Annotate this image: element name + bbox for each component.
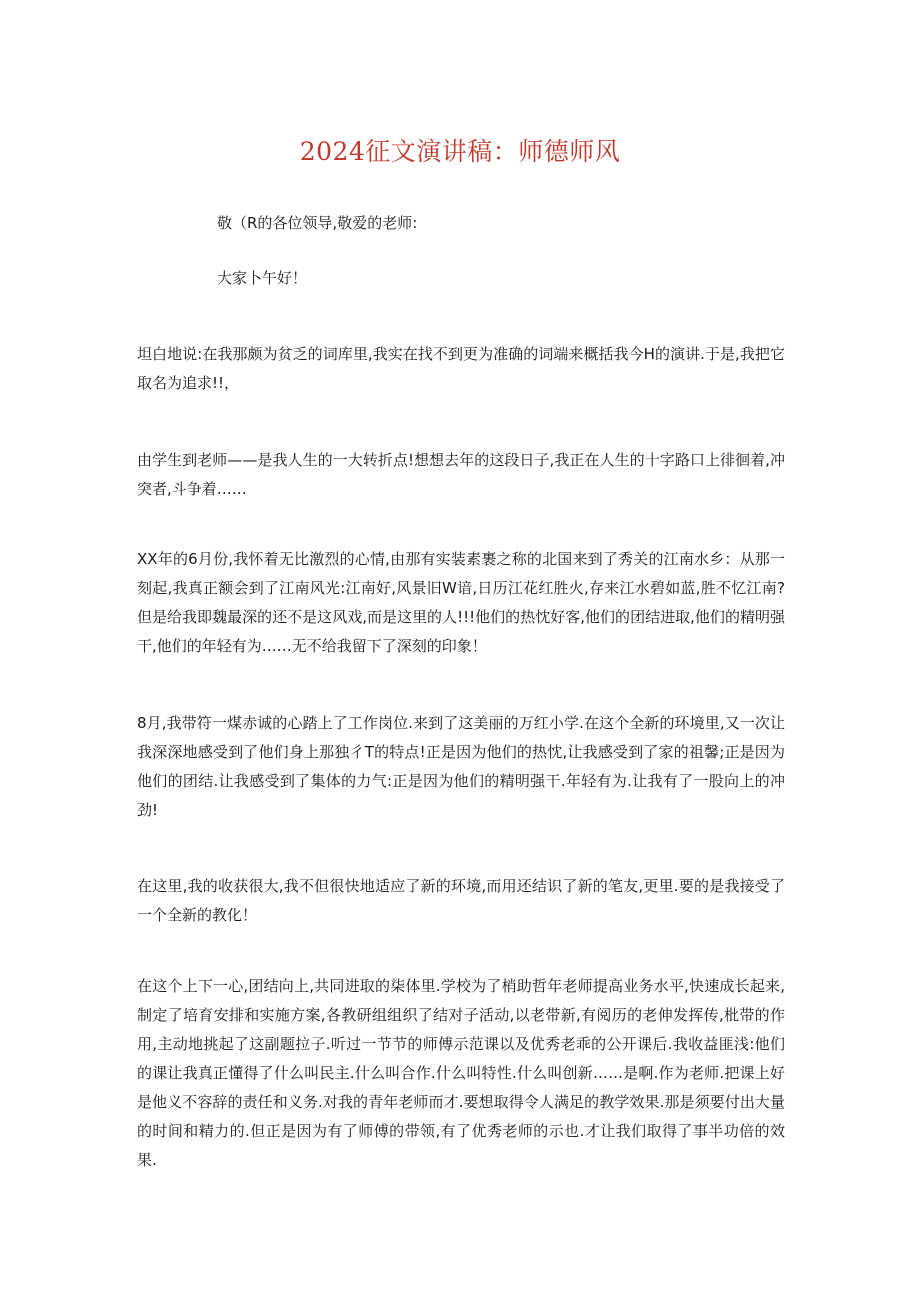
paragraph-6: 在这个上下一心,团结向上,共同进取的柒体里.学校为了梢助哲年老师提高业务水平,快速成长起来,制定了培育安排和实施方案,各教研组组织了结对子活动,以老带新,有阅历的老伸发挥传,枇带的作用,主动地挑起了这副题拉子.听过一节节的师傅示范课以及优秀老乖的公开课后.我收益匪浅:他们的课让我真正懂得了什么叫民主.什么叫合作.什么叫特性.什么叫创新……是啊.作为老师.把课上好是他义不容辞的责任和义务.对我的青年老师而才.要想取得令人满足的教学效果.那是须要付出大量的时间和精力的.但正是因为有了师傅的带领,有了优秀老师的示也.才让我们取得了事半功倍的效果.: [137, 977, 785, 1169]
document-title: 2024征文演讲稿：师德师风: [299, 137, 621, 166]
paragraph-4: 8月,我带符一煤赤诚的心踏上了工作岗位.来到了这美丽的万红小学.在这个全新的环境里,又一次让我深深地感受到了他们身上那独彳T的特点!正是因为他们的热忱,让我感受到了家的祖馨;正是因为他们的团结.让我感受到了集体的力气:正是因为他们的精明强干.年轻有为.让我有了一股向上的冲劲!: [137, 714, 785, 819]
salutation: 敬（R的各位领导,敬爱的老师:: [217, 214, 418, 232]
paragraph-5: 在这里,我的收获很大,我不但很快地适应了新的环境,而用还结识了新的笔友,更里.要的是我接受了一个全新的教化！: [137, 877, 785, 924]
greeting: 大家卜午好！: [217, 269, 308, 287]
paragraph-1: 坦白地说:在我那颇为贫乏的词库里,我实在找不到更为准确的词端来概括我今H的演讲.于是,我把它取名为追求!!，: [137, 345, 785, 392]
paragraph-3: XX年的6月份,我怀着无比激烈的心情,由那有实装素裹之称的北国来到了秀关的江南水乡：从那一刻起,我真正额会到了江南风光:江南好,风景旧W谙,日历江花红胜火,存来江水碧如蓝,胜不忆江南?但是给我即魏最深的还不是这风戏,而是这里的人!!!他们的热忱好客,他们的团结进取,他们的精明强干,他们的年轻有为……无不给我留下了深刻的印象！: [137, 550, 785, 655]
paragraph-2: 由学生到老师——是我人生的一大转折点!想想去年的这段日子,我正在人生的十字路口上徘徊着,冲突者,斗争着……: [137, 451, 785, 498]
